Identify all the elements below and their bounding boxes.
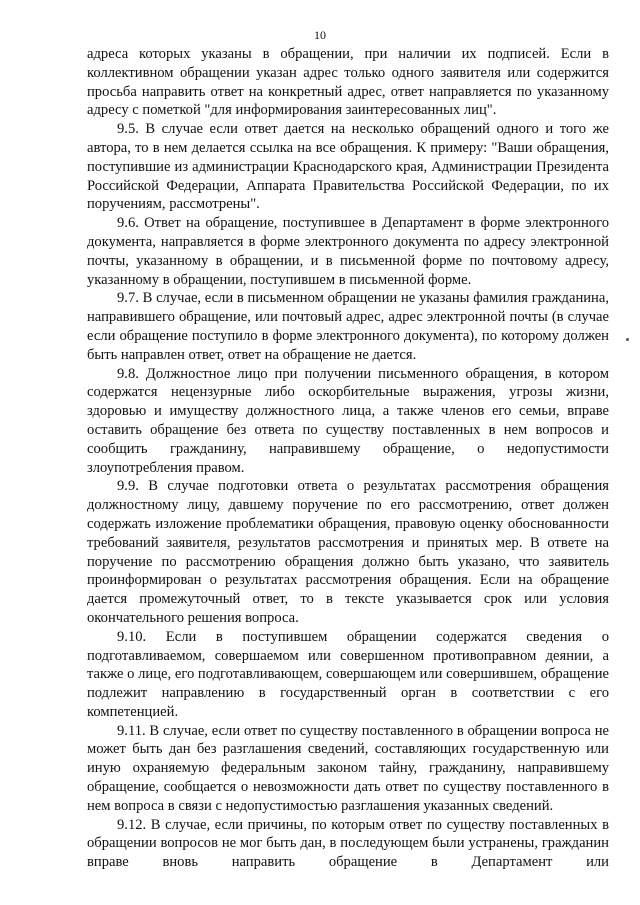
paragraph-9-5: 9.5. В случае если ответ дается на несколько обращений одного и того же автора, то в нем делается ссылка на все обращения. К примеру: "Ваши обращения, поступившие из администрации Краснодарского края, Администрации Президента Российской Федерации, Аппарата Правительства Российской Федерации, по их поручениям, рассмотрены". — [87, 121, 609, 213]
paragraph-9-9: 9.9. В случае подготовки ответа о результатах рассмотрения обращения должностному лицу, давшему поручение по его рассмотрению, ответ должен содержать изложение проблематики обращения, правовую оценку обоснованности требований заявителя, результатов рассмотрения и принятых мер. В ответе на поручение по рассмотрению обращения должно быть указано, что заявитель проинформирован о результатах рассмотрения обращения. Если на обращение дается промежуточный ответ, то в тексте указывается срок или условия окончательного решения вопроса. — [87, 478, 609, 626]
scan-speck — [626, 338, 629, 341]
paragraph-9-12: 9.12. В случае, если причины, по которым ответ по существу поставленных в обращении вопросов не мог быть дан, в последующем были устранены, гражданин вправе вновь направить обращение в Департамент или — [87, 816, 609, 871]
page-number: 10 — [314, 28, 326, 42]
document-body — [87, 45, 609, 872]
paragraph-9-7: 9.7. В случае, если в письменном обращении не указаны фамилия гражданина, направившего обращение, или почтовый адрес, адрес электронной почты (в случае если обращение поступило в форме электронного документа), по которому должен быть направлен ответ, ответ на обращение не дается. — [87, 290, 609, 363]
paragraph-9-6: 9.6. Ответ на обращение, поступившее в Департамент в форме электронного документа, направляется в форме электронного документа по адресу электронной почты, указанному в обращении, и в письменной форме по почтовому адресу, указанному в обращении, поступившем в письменной форме. — [87, 215, 609, 288]
paragraph-9-10: 9.10. Если в поступившем обращении содержатся сведения о подготавливаемом, совершаемом или совершенном противоправном деянии, а также о лице, его подготавливающем, совершающем или совершившем, обращение подлежит направлению в государственный орган в соответствии с его компетенцией. — [87, 628, 609, 720]
paragraph-9-11: 9.11. В случае, если ответ по существу поставленного в обращении вопроса не может быть дан без разглашения сведений, составляющих государственную или иную охраняемую федеральным законом тайну, гражданину, направившему обращение, сообщается о невозможности дать ответ по существу поставленного в нем вопроса в связи с недопустимостью разглашения указанных сведений. — [87, 722, 609, 814]
paragraph-9-8: 9.8. Должностное лицо при получении письменного обращения, в котором содержатся нецензурные либо оскорбительные выражения, угрозы жизни, здоровью и имуществу должностного лица, а также членов его семьи, вправе оставить обращение без ответа по существу поставленных в нем вопросов и сообщить гражданину, направившему обращение, о недопустимости злоупотребления правом. — [87, 365, 609, 476]
paragraph-continuation: адреса которых указаны в обращении, при наличии их подписей. Если в коллективном обращении указан адрес только одного заявителя или содержится просьба направить ответ на конкретный адрес, ответ направляется по указанному адресу с пометкой "для информирования заинтересованных лиц". — [87, 46, 609, 119]
